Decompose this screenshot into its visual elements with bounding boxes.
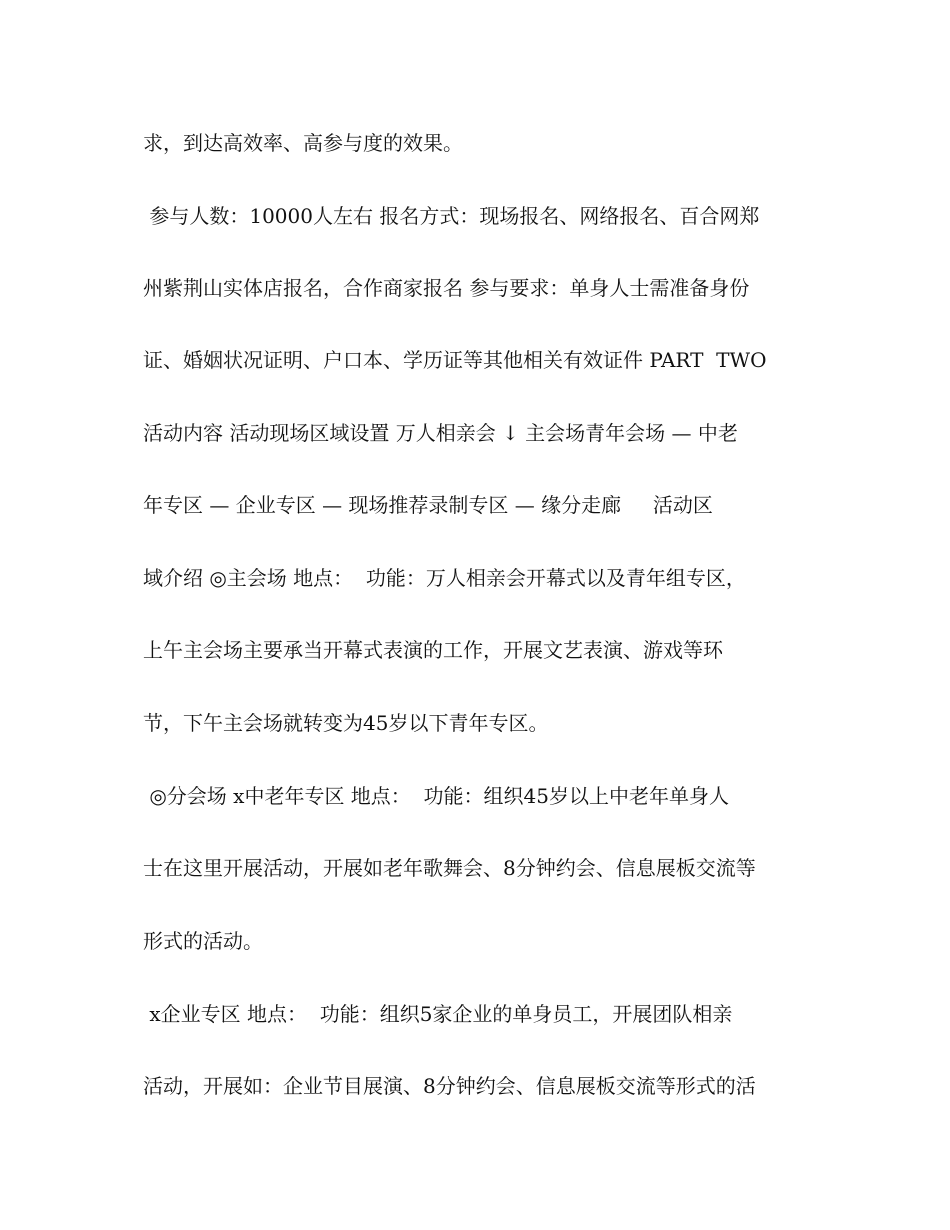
text-line: 年专区 — 企业专区 — 现场推荐录制专区 — 缘分走廊 活动区: [143, 493, 713, 517]
text-line: 证、婚姻状况证明、户口本、学历证等其他相关有效证件 PART TWO: [143, 348, 767, 372]
text-line: 活动内容 活动现场区域设置 万人相亲会 ↓ 主会场青年会场 — 中老: [143, 421, 738, 445]
text-line: x企业专区 地点： 功能：组织5家企业的单身员工，开展团队相亲: [143, 1002, 733, 1026]
text-line: 州紫荆山实体店报名，合作商家报名 参与要求：单身人士需准备身份: [143, 276, 750, 300]
text-line: 活动，开展如：企业节目展演、8分钟约会、信息展板交流等形式的活: [143, 1074, 756, 1098]
text-line: 形式的活动。: [143, 929, 263, 953]
text-line: 节，下午主会场就转变为45岁以下青年专区。: [143, 711, 549, 735]
text-line: 域介绍 ◎主会场 地点： 功能：万人相亲会开幕式以及青年组专区，: [143, 566, 746, 590]
text-line: ◎分会场 x中老年专区 地点： 功能：组织45岁以上中老年单身人: [143, 784, 729, 808]
text-line: 士在这里开展活动，开展如老年歌舞会、8分钟约会、信息展板交流等: [143, 856, 756, 880]
text-line: 上午主会场主要承当开幕式表演的工作，开展文艺表演、游戏等环: [143, 638, 723, 662]
text-line: 参与人数：10000人左右 报名方式：现场报名、网络报名、百合网郑: [143, 204, 760, 228]
text-line: 求，到达高效率、高参与度的效果。: [143, 131, 463, 155]
